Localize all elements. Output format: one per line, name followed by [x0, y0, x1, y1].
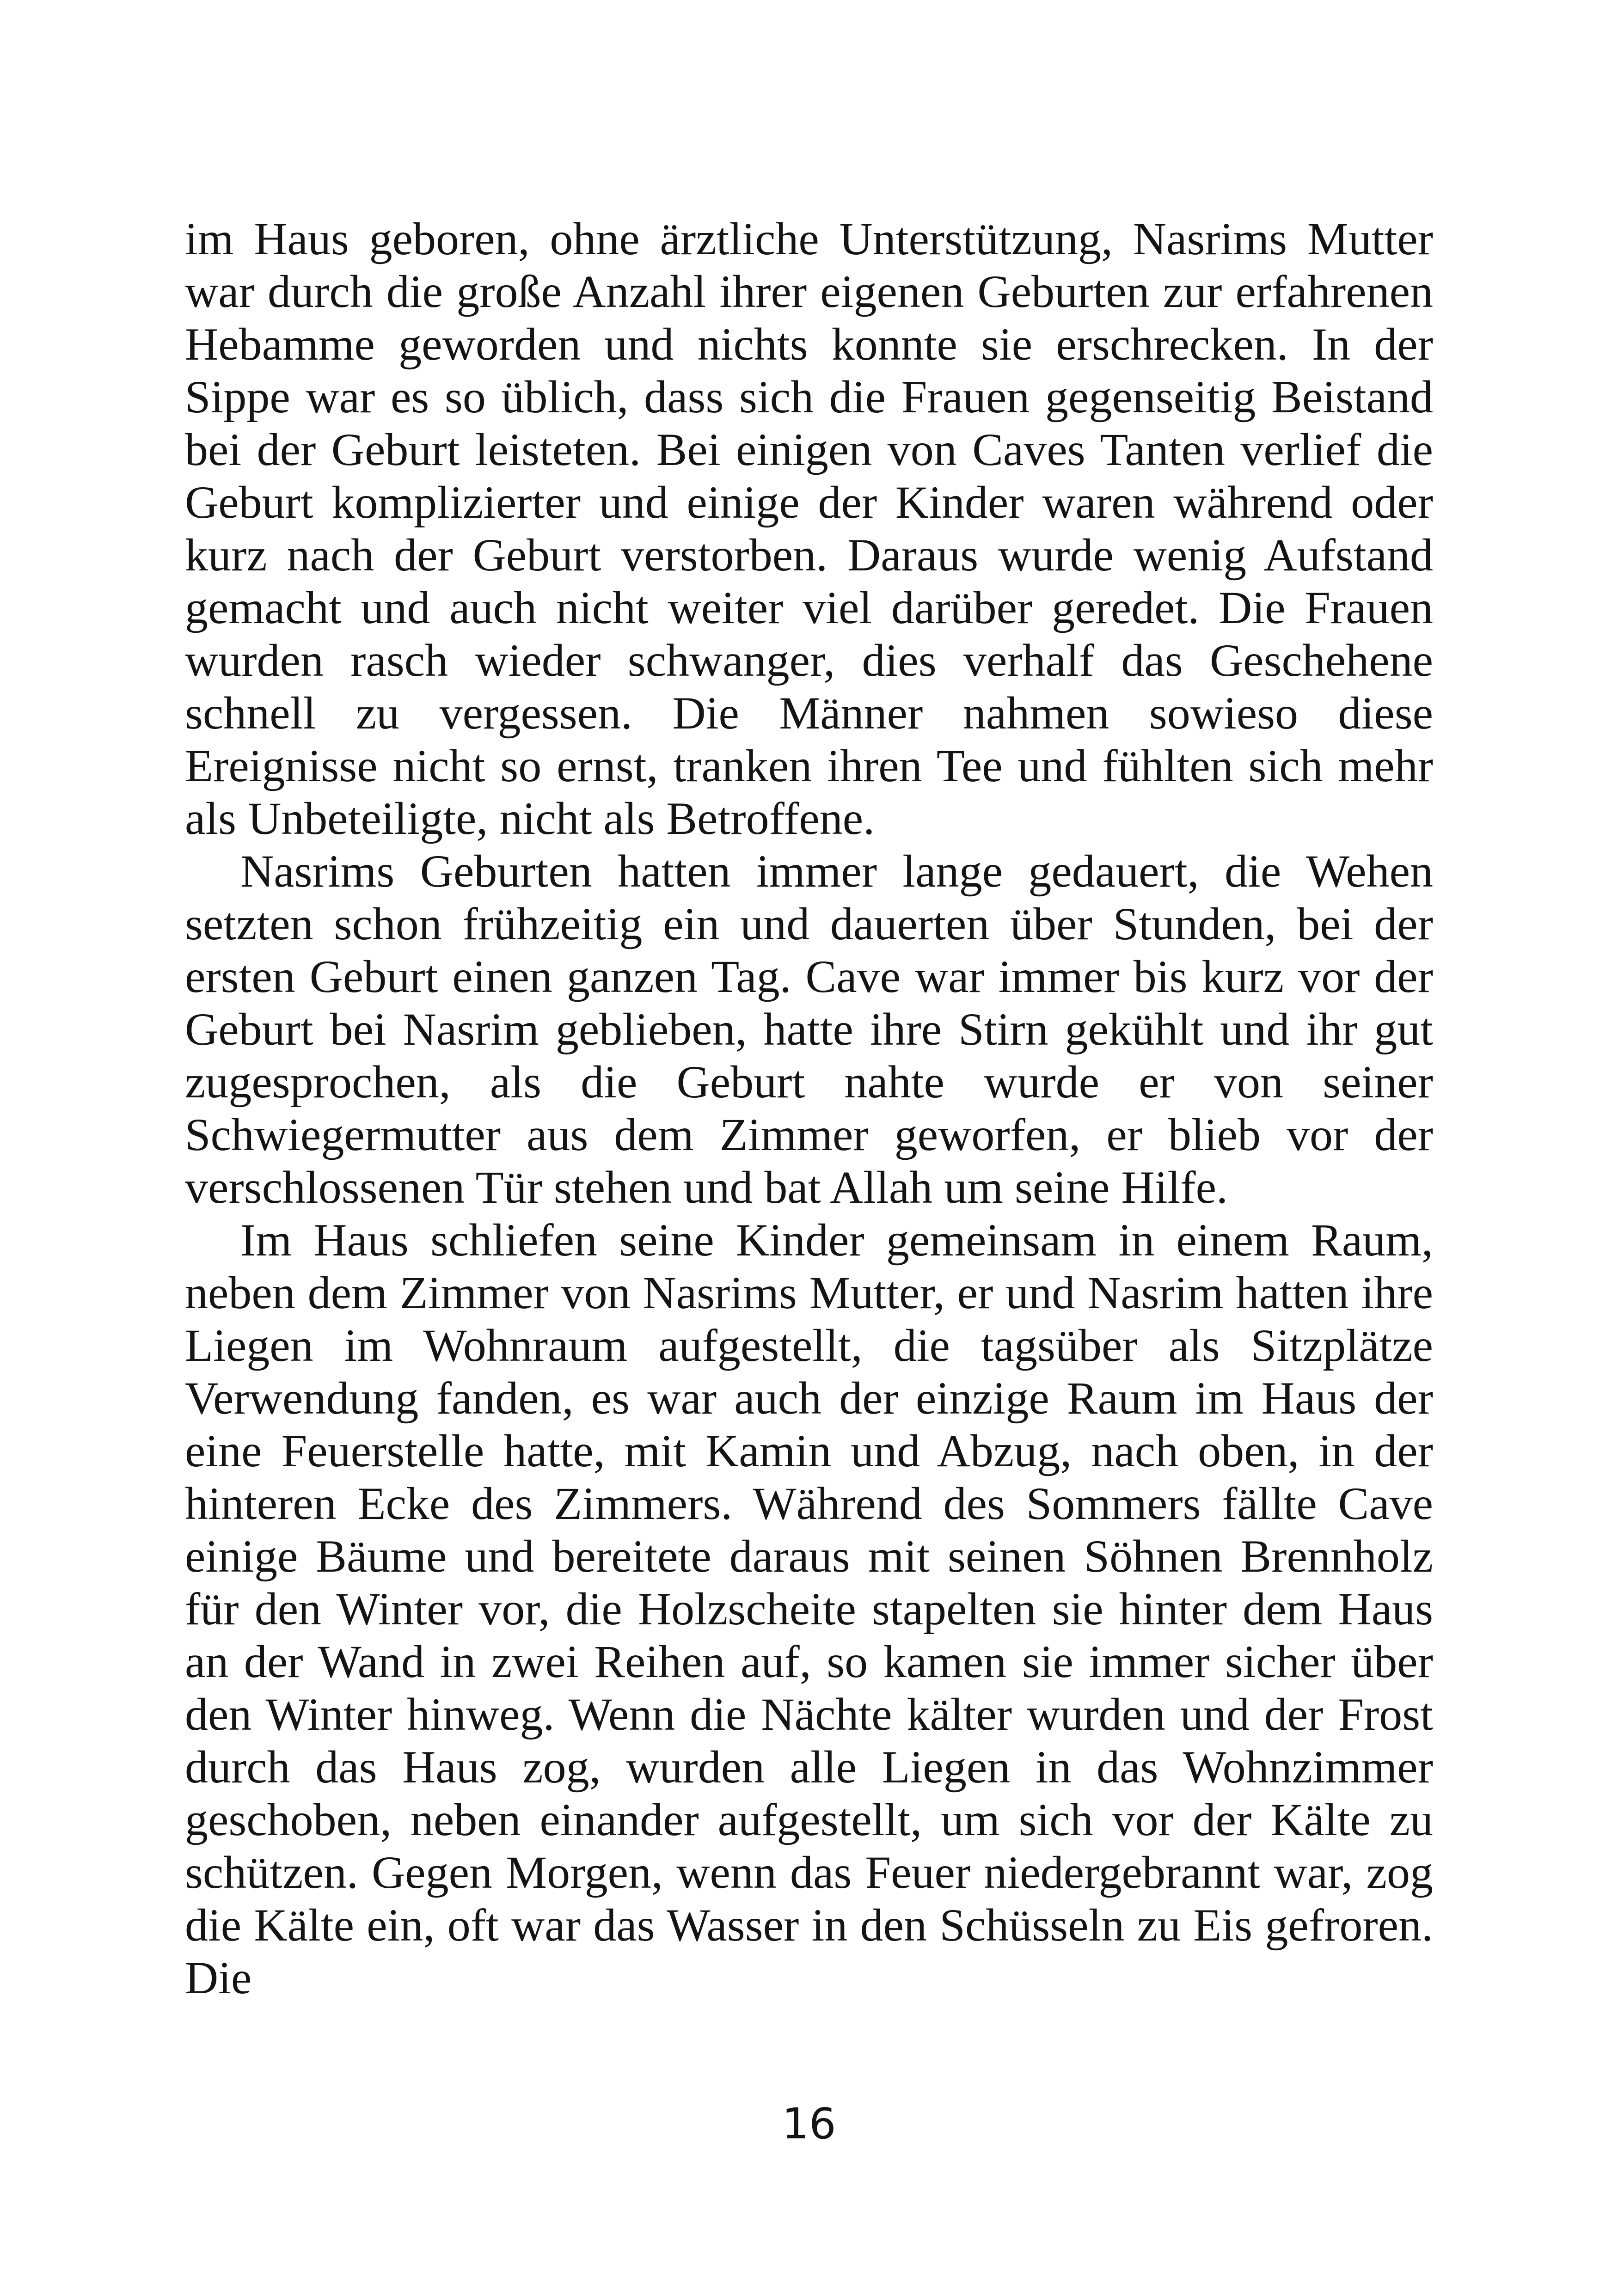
paragraph-1: im Haus geboren, ohne ärztliche Unterstützung, Nasrims Mutter war durch die große Anzahl ihrer eigenen Geburten zur erfahrenen Hebamme geworden und nichts konnte sie erschrecken. In der Sippe war es so üblich, dass sich die Frauen gegenseitig Beistand bei der Geburt leisteten. Bei einigen von Caves Tanten verlief die Geburt komplizierter und einige der Kinder waren während oder kurz nach der Geburt verstorben. Daraus wurde wenig Aufstand gemacht und auch nicht weiter viel darüber geredet. Die Frauen wurden rasch wieder schwanger, dies verhalf das Geschehene schnell zu vergessen. Die Männer nahmen sowieso diese Ereignisse nicht so ernst, tranken ihren Tee und fühlten sich mehr als Unbeteiligte, nicht als Betroffene. [185, 213, 1433, 844]
paragraph-3: Im Haus schliefen seine Kinder gemeinsam in einem Raum, neben dem Zimmer von Nasrims Mutter, er und Nasrim hatten ihre Liegen im Wohnraum aufgestellt, die tagsüber als Sitzplätze Verwendung fanden, es war auch der einzige Raum im Haus der eine Feuerstelle hatte, mit Kamin und Abzug, nach oben, in der hinteren Ecke des Zimmers. Während des Sommers fällte Cave einige Bäume und bereitete daraus mit seinen Söhnen Brennholz für den Winter vor, die Holzscheite stapelten sie hinter dem Haus an der Wand in zwei Reihen auf, so kamen sie immer sicher über den Winter hinweg. Wenn die Nächte kälter wurden und der Frost durch das Haus zog, wurden alle Liegen in das Wohnzimmer geschoben, neben einander aufgestellt, um sich vor der Kälte zu schützen. Gegen Morgen, wenn das Feuer niedergebrannt war, zog die Kälte ein, oft war das Wasser in den Schüsseln zu Eis gefroren. Die [185, 1214, 1433, 2003]
paragraph-2: Nasrims Geburten hatten immer lange gedauert, die Wehen setzten schon frühzeitig ein und dauerten über Stunden, bei der ersten Geburt einen ganzen Tag. Cave war immer bis kurz vor der Geburt bei Nasrim geblieben, hatte ihre Stirn gekühlt und ihr gut zugesprochen, als die Geburt nahte wurde er von seiner Schwiegermutter aus dem Zimmer geworfen, er blieb vor der verschlossenen Tür stehen und bat Allah um seine Hilfe. [185, 845, 1433, 1213]
page-number: 16 [782, 2099, 836, 2149]
body-text [185, 213, 1433, 2004]
